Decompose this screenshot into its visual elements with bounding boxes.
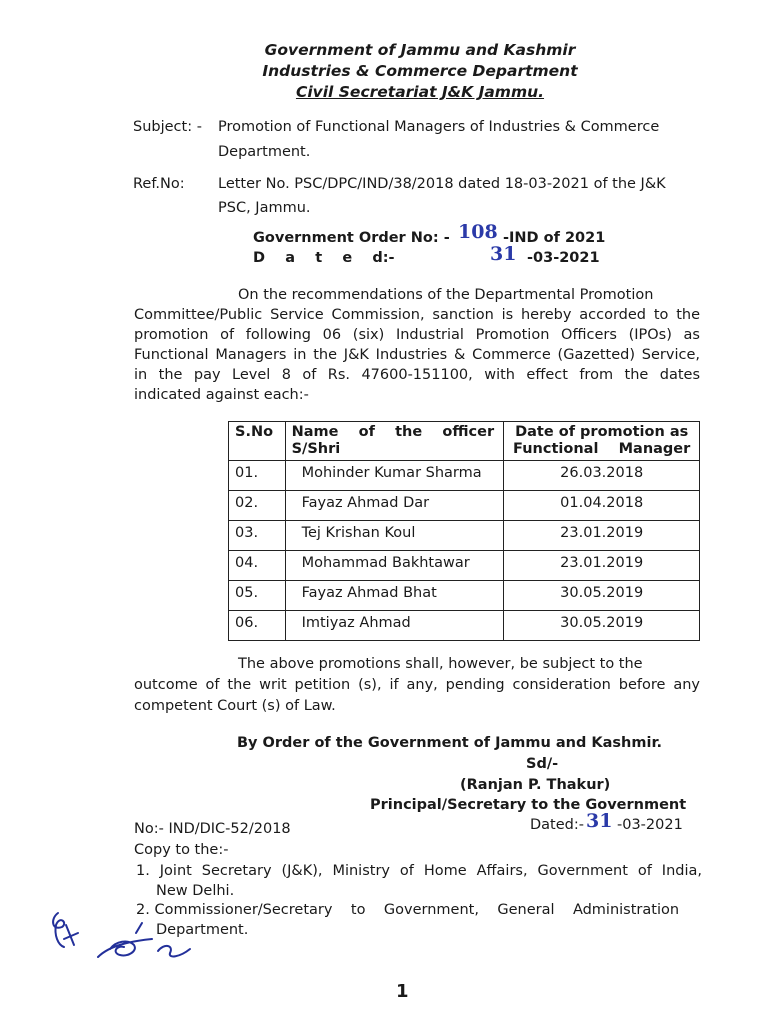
- copy-item-2-line-2: Department.: [156, 922, 249, 938]
- body-line-2: Committee/Public Service Commission, sanction is hereby accorded to the: [134, 307, 700, 323]
- footer-dated-handwritten: 31: [586, 810, 613, 832]
- footer-number: No:- IND/DIC-52/2018: [134, 821, 291, 837]
- order-number-handwritten: 108: [458, 221, 498, 243]
- body-line-5: in the pay Level 8 of Rs. 47600-151100, with effect from the dates: [134, 367, 700, 383]
- sd-mark: Sd/-: [526, 756, 559, 772]
- signatory-name: (Ranjan P. Thakur): [460, 777, 611, 793]
- copy-item-2-line-1: 2. Commissioner/Secretary to Government, General Administration: [136, 902, 680, 918]
- row-date: 23.01.2019: [504, 521, 700, 551]
- table-header-row: [229, 422, 700, 461]
- row-name: Mohammad Bakhtawar: [285, 551, 504, 581]
- table-row: [229, 491, 700, 521]
- table-row: [229, 581, 700, 611]
- order-suffix: -IND of 2021: [503, 230, 606, 246]
- handwritten-initials-signature: [40, 905, 210, 975]
- row-sno: 05.: [229, 581, 286, 611]
- row-sno: 04.: [229, 551, 286, 581]
- row-name: Fayaz Ahmad Bhat: [285, 581, 504, 611]
- ref-label: Ref.No:: [133, 176, 185, 192]
- order-dated-handwritten: 31: [490, 243, 517, 265]
- footer-dated-suffix: -03-2021: [617, 817, 683, 833]
- copy-item-1-line-2: New Delhi.: [156, 883, 235, 899]
- body-line-6: indicated against each:-: [134, 387, 309, 403]
- row-date: 30.05.2019: [504, 611, 700, 641]
- body-line-1: On the recommendations of the Departmental Promotion: [238, 287, 654, 303]
- row-sno: 02.: [229, 491, 286, 521]
- order-label: Government Order No: -: [253, 230, 450, 246]
- col-date-line-1: Date of promotion as: [515, 424, 689, 440]
- body-line-3: promotion of following 06 (six) Industrial Promotion Officers (IPOs) as: [134, 327, 700, 343]
- row-sno: 01.: [229, 461, 286, 491]
- table-row: [229, 611, 700, 641]
- closing-line-1: The above promotions shall, however, be subject to the: [238, 656, 643, 672]
- row-name: Tej Krishan Koul: [285, 521, 504, 551]
- row-date: 26.03.2018: [504, 461, 700, 491]
- row-date: 23.01.2019: [504, 551, 700, 581]
- col-date: [504, 422, 700, 461]
- col-sno: S.No: [229, 422, 286, 461]
- ref-line-1: Letter No. PSC/DPC/IND/38/2018 dated 18-03-2021 of the J&K: [218, 176, 666, 192]
- header-department: Industries & Commerce Department: [262, 62, 578, 80]
- subject-line-1: Promotion of Functional Managers of Industries & Commerce: [218, 119, 660, 135]
- row-date: 01.04.2018: [504, 491, 700, 521]
- header-secretariat: Civil Secretariat J&K Jammu.: [295, 83, 545, 101]
- col-date-line-2: Functional Manager: [513, 441, 691, 457]
- row-sno: 03.: [229, 521, 286, 551]
- copy-item-1-line-1: 1. Joint Secretary (J&K), Ministry of Home Affairs, Government of India,: [136, 863, 702, 879]
- table-row: [229, 461, 700, 491]
- table-row: [229, 551, 700, 581]
- order-dated-label: D a t e d:-: [253, 250, 395, 266]
- subject-label: Subject: -: [133, 119, 202, 135]
- promotion-table: [228, 421, 700, 641]
- body-line-4: Functional Managers in the J&K Industries & Commerce (Gazetted) Service,: [134, 347, 700, 363]
- row-date: 30.05.2019: [504, 581, 700, 611]
- footer-dated-label: Dated:-: [530, 817, 584, 833]
- col-name: [285, 422, 504, 461]
- table-row: [229, 521, 700, 551]
- subject-line-2: Department.: [218, 144, 311, 160]
- col-name-line-2: S/Shri: [291, 441, 341, 457]
- closing-line-3: competent Court (s) of Law.: [134, 698, 336, 714]
- signatory-designation: Principal/Secretary to the Government: [370, 797, 687, 813]
- order-dated-suffix: -03-2021: [527, 250, 600, 266]
- row-name: Mohinder Kumar Sharma: [285, 461, 504, 491]
- header-government: Government of Jammu and Kashmir: [264, 41, 576, 59]
- col-name-line-1: Name of the officer: [291, 424, 495, 440]
- page-mark: 1: [396, 981, 409, 1002]
- row-sno: 06.: [229, 611, 286, 641]
- ref-line-2: PSC, Jammu.: [218, 200, 311, 216]
- by-order: By Order of the Government of Jammu and Kashmir.: [237, 735, 663, 751]
- row-name: Fayaz Ahmad Dar: [285, 491, 504, 521]
- closing-line-2: outcome of the writ petition (s), if any, pending consideration before any: [134, 677, 700, 693]
- copy-to-label: Copy to the:-: [134, 842, 229, 858]
- row-name: Imtiyaz Ahmad: [285, 611, 504, 641]
